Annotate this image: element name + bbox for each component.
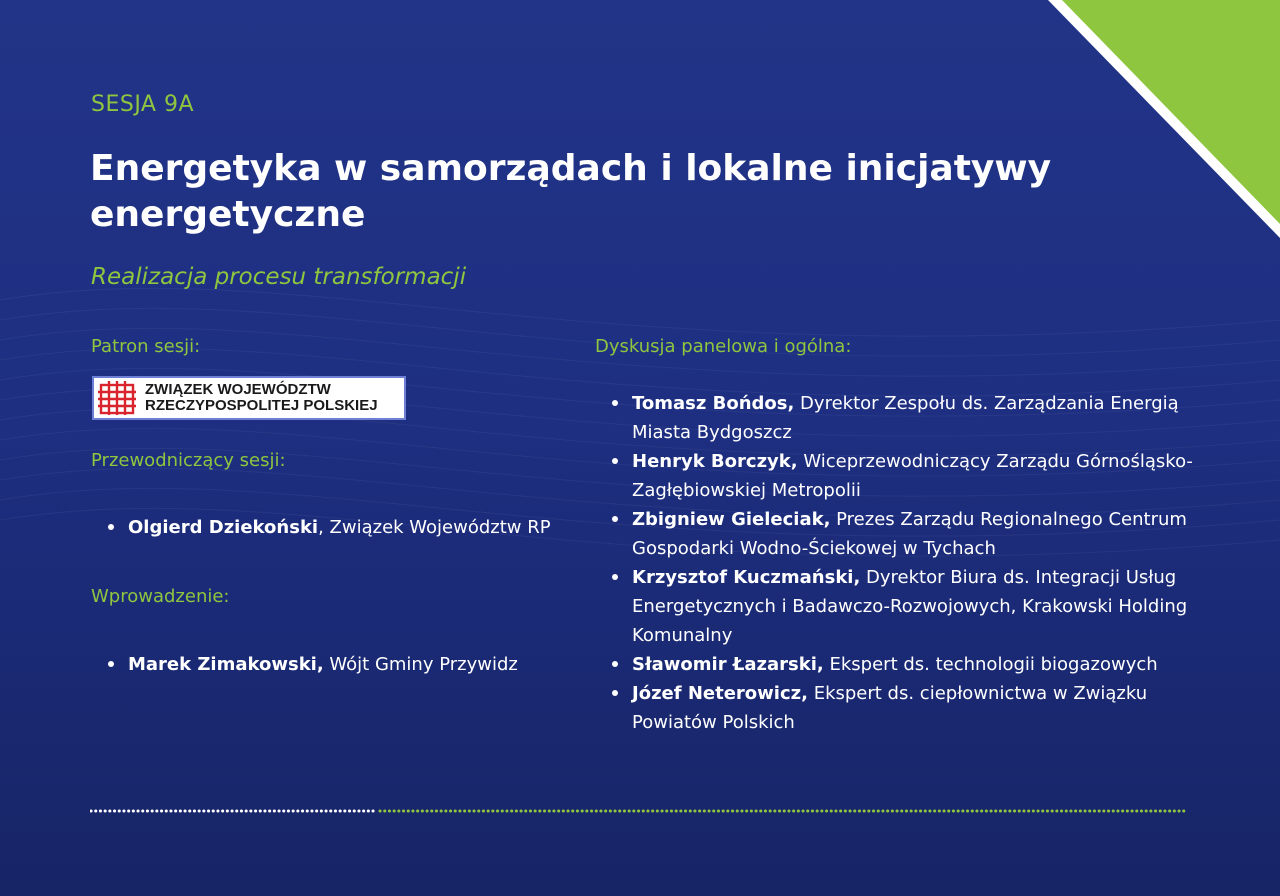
list-item [632,447,1222,505]
discussion-list [632,389,1222,737]
patron-logo [92,376,406,420]
list-item [632,505,1222,563]
list-item [632,650,1222,679]
patron-label: Patron sesji: [91,336,201,357]
list-item [632,679,1222,737]
person-role: Prezes Zarządu Regionalnego Centrum Gospodarki Wodno-Ściekowej w Tychach [632,509,1187,559]
person-name: Olgierd Dziekoński [128,517,319,538]
list-item [632,389,1222,447]
person-role: Wójt Gminy Przywidz [323,654,518,675]
corner-accent-triangle [1048,0,1280,238]
person-role: Dyrektor Biura ds. Integracji Usług Energetycznych i Badawczo-Rozwojowych, Krakowski Holding Komunalny [632,567,1188,646]
list-item [128,650,518,679]
person-name: Marek Zimakowski, [128,654,324,675]
person-role: Ekspert ds. technologii biogazowych [823,654,1158,675]
list-item [632,563,1222,650]
logo-line-2: RZECZYPOSPOLITEJ POLSKIEJ [145,397,378,414]
intro-label: Wprowadzenie: [91,586,230,607]
person-role: Ekspert ds. ciepłownictwa w Związku Powiatów Polskich [632,683,1148,733]
person-role: Dyrektor Zespołu ds. Zarządzania Energią Miasta Bydgoszcz [632,393,1179,443]
person-name: Krzysztof Kuczmański, [632,567,861,588]
discussion-label: Dyskusja panelowa i ogólna: [595,336,852,357]
list-item [128,513,551,542]
person-name: Henryk Borczyk, [632,451,798,472]
person-name: Zbigniew Gieleciak, [632,509,831,530]
session-label: SESJA 9A [91,92,195,117]
person-name: Józef Neterowicz, [632,683,808,704]
dotted-divider [90,808,1190,814]
person-role: Wiceprzewodniczący Zarządu Górnośląsko-Zagłębiowskiej Metropolii [632,451,1193,501]
building-icon [97,379,137,417]
person-role: , Związek Województw RP [318,517,551,538]
person-name: Sławomir Łazarski, [632,654,824,675]
page-title: Energetyka w samorządach i lokalne inicjatywy energetyczne [90,148,1052,235]
intro-list [128,650,518,679]
page-subtitle: Realizacja procesu transformacji [91,264,467,290]
chair-list [128,513,551,542]
chair-label: Przewodniczący sesji: [91,450,286,471]
logo-line-1: ZWIĄZEK WOJEWÓDZTW [145,381,331,398]
person-name: Tomasz Bońdos, [632,393,795,414]
